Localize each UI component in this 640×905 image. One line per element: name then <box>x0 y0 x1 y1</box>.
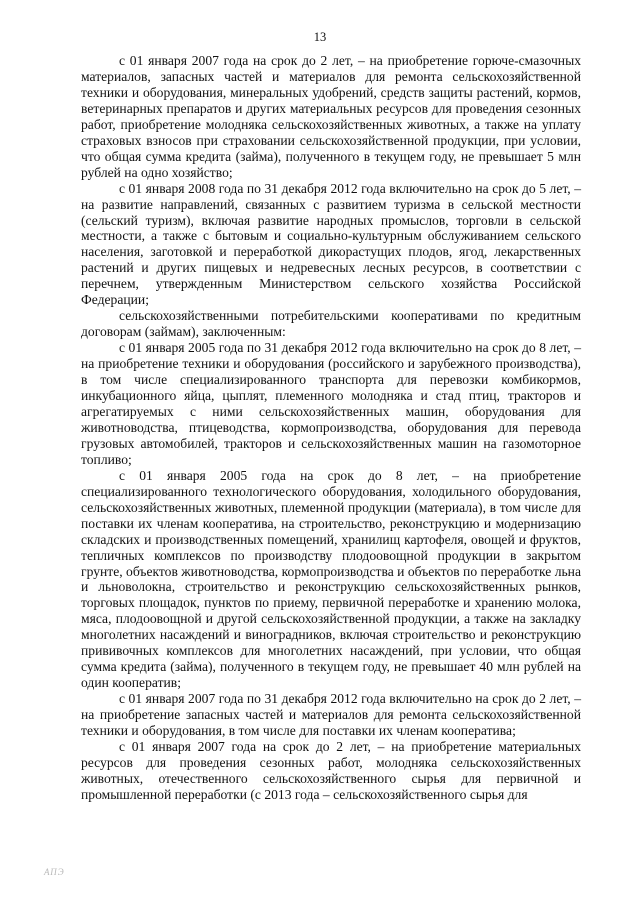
paragraph: с 01 января 2005 года по 31 декабря 2012 года включительно на срок до 8 лет, – на приобретение техники и оборудования (российского и зарубежного производства), в том числе специализированного транспорта для перевозки комбикормов, инкубационного яйца, цыплят, племенного молодняка и стад птиц, тракторов и агрегатируемых с ними сельскохозяйственных машин, оборудования для животноводства, птицеводства, кормопроизводства, оборудования для перевода грузовых автомобилей, тракторов и сельскохозяйственных машин на газомоторное топливо; <box>81 340 581 467</box>
paragraph: сельскохозяйственными потребительскими кооперативами по кредитным договорам (займам), заключенным: <box>81 308 581 340</box>
document-body <box>81 53 581 803</box>
paragraph: с 01 января 2007 года по 31 декабря 2012 года включительно на срок до 2 лет, – на приобретение запасных частей и материалов для ремонта сельскохозяйственной техники и оборудования, в том числе для поставки их членам кооператива; <box>81 691 581 739</box>
paragraph: с 01 января 2005 года на срок до 8 лет, – на приобретение специализированного технологического оборудования, холодильного оборудования, сельскохозяйственных животных, племенной продукции (материала), в том числе для поставки их членам кооператива, на строительство, реконструкцию и модернизацию складских и производственных помещений, хранилищ картофеля, овощей и фруктов, тепличных комплексов по производству плодоовощной продукции в закрытом грунте, объектов животноводства, кормопроизводства и объектов по переработке льна и льноволокна, строительство и реконструкцию сельскохозяйственных рынков, торговых площадок, пунктов по приему, первичной переработке и хранению молока, мяса, плодоовощной и другой сельскохозяйственной продукции, а также на закладку многолетних насаждений и виноградников, включая строительство и реконструкцию прививочных комплексов для многолетних насаждений, при условии, что общая сумма кредита (займа), полученного в текущем году, не превышает 40 млн рублей на один кооператив; <box>81 467 581 691</box>
paragraph: с 01 января 2007 года на срок до 2 лет, – на приобретение горюче-смазочных материалов, запасных частей и материалов для ремонта сельскохозяйственной техники и оборудования, минеральных удобрений, средств защиты растений, кормов, ветеринарных препаратов и других материальных ресурсов для проведения сезонных работ, приобретение молодняка сельскохозяйственных животных, а также на уплату страховых взносов при страховании сельскохозяйственной продукции, при условии, что общая сумма кредита (займа), полученного в текущем году, не превышает 5 млн рублей на одно хозяйство; <box>81 53 581 180</box>
footer-mark: АПЭ <box>44 867 65 877</box>
paragraph: с 01 января 2008 года по 31 декабря 2012 года включительно на срок до 5 лет, – на развитие направлений, связанных с развитием туризма в сельской местности (сельский туризм), включая развитие народных промыслов, торговли в сельской местности, а также с бытовым и социально-культурным обслуживанием сельского населения, заготовкой и переработкой дикорастущих плодов, ягод, лекарственных растений и других пищевых и недревесных лесных ресурсов, в соответствии с перечнем, утвержденным Министерством сельского хозяйства Российской Федерации; <box>81 180 581 308</box>
page-number: 13 <box>313 30 327 44</box>
paragraph: с 01 января 2007 года на срок до 2 лет, – на приобретение материальных ресурсов для проведения сезонных работ, молодняка сельскохозяйственных животных, отечественного сельскохозяйственного сырья для первичной и промышленной переработки (с 2013 года – сельскохозяйственного сырья для <box>81 738 581 802</box>
